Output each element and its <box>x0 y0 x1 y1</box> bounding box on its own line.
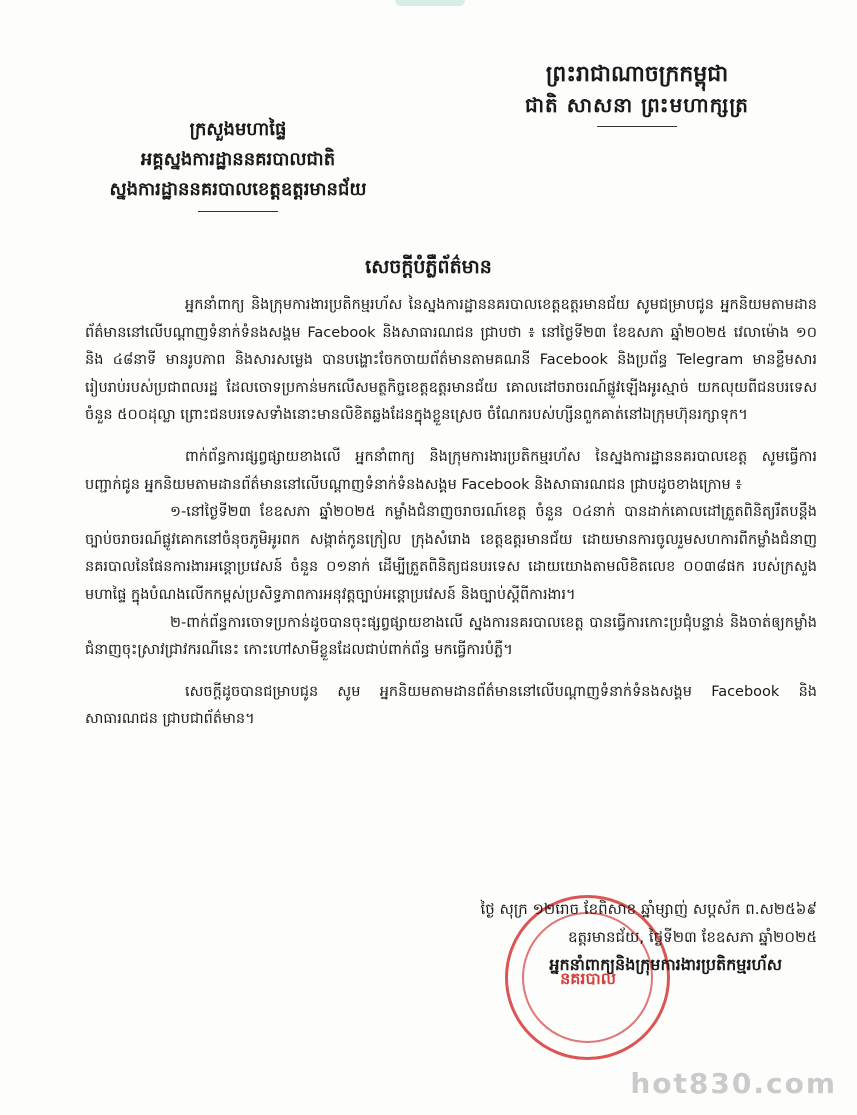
ministry-name: ក្រសួងមហាផ្ទៃ <box>189 119 287 140</box>
paragraph-intro: អ្នកនាំពាក្យ និងក្រុមការងារប្រតិកម្មរហ័ស នៃស្នងការដ្ឋាននគរបាលខេត្តឧត្តរមានជ័យ សូមជម្រាបជូន អ្នកនិយមតាមដានព័ត៌មាននៅលើបណ្តាញទំនាក់ទំនងសង្គម Facebook និងសាធារណជន ជ្រាបថា ៖ នៅថ្ងៃទី២៣ ខែឧសភា ឆ្នាំ២០២៥ វេលាម៉ោង ១០ និង ៤៨នាទី មានរូបភាព និងសារសម្លេង បានបង្ហោះចែកចាយព័ត៌មានតាមគណនី Facebook និងប្រព័ន្ធ Telegram មានខ្លឹមសារ រៀបរាប់របស់ប្រជាពលរដ្ឋ ដែលចោទប្រកាន់មកលើសមត្ថកិច្ចខេត្តឧត្តរមានជ័យ គោលដៅចរាចរណ៍ផ្លូវឡើងអូរស្មាច់ យកលុយពីជនបរទេសចំនួន ៥០០ដុល្លា ព្រោះជនបរទេសទាំងនោះមានលិខិតឆ្លងដែនក្នុងខ្លួនស្រេច ចំណែករបស់ហ្សីនពួកគាត់នៅឯក្រុមហ៊ុនរក្សាទុក។ <box>85 297 817 424</box>
clarification-item-2: ២-ពាក់ព័ន្ធការចោទប្រកាន់ដូចបានចុះផ្សព្វផ្សាយខាងលើ ស្នងការនគរបាលខេត្ត បានធ្វើការកោះប្រជុំបន្ទាន់ និងចាត់ឲ្យកម្លាំងជំនាញចុះស្រាវជ្រាវករណីនេះ កោះហៅសាមីខ្លួនដែលជាប់ពាក់ព័ន្ធ មកធ្វើការបំភ្លឺ។ <box>85 614 817 659</box>
paragraph-clarification: ពាក់ព័ន្ធការផ្សព្វផ្សាយខាងលើ អ្នកនាំពាក្យ និងក្រុមការងារប្រតិកម្មរហ័ស នៃស្នងការដ្ឋាននគរបាលខេត្ត សូមធ្វើការបញ្ជាក់ជូន អ្នកនិយមតាមដានព័ត៌មាននៅលើបណ្តាញទំនាក់ទំនងសង្គម Facebook និងសាធារណជន ជ្រាបដូចខាងក្រោម ៖ <box>85 448 817 493</box>
watermark: hot830.com <box>630 1067 837 1100</box>
provincial-commissariat: ស្នងការដ្ឋាននគរបាលខេត្តឧត្តរមានជ័យ <box>109 179 367 200</box>
lunar-date: ថ្ងៃ សុក្រ ១២រោច ខែពិសាខ ឆ្នាំម្សាញ់ សប្តស័ក ព.ស២៥៦៩ <box>480 900 817 918</box>
document-body <box>85 292 817 748</box>
date-block <box>397 895 817 951</box>
solar-date: ឧត្តរមានជ័យ, ថ្ងៃទី២៣ ខែឧសភា ឆ្នាំ២០២៥ <box>567 928 817 946</box>
seal-center-text: នគរបាល <box>560 969 616 988</box>
kingdom-name: ព្រះរាជាណាចក្រកម្ពុជា <box>545 62 729 87</box>
paragraph-closing: សេចក្តីដូចបានជម្រាបជូន សូម អ្នកនិយមតាមដានព័ត៌មាននៅលើបណ្តាញទំនាក់ទំនងសង្គម Facebook និងសាធារណជន ជ្រាបជាព័ត៌មាន។ <box>85 683 817 728</box>
general-commissariat: អគ្គស្នងការដ្ឋាននគរបាលជាតិ <box>140 149 336 170</box>
ministry-header <box>58 115 418 212</box>
clarification-item-1: ១-នៅថ្ងៃទី២៣ ខែឧសភា ឆ្នាំ២០២៥ កម្លាំងជំនាញចរាចរណ៍ខេត្ត ចំនួន ០៤នាក់ បានដាក់គោលដៅត្រួតពិនិត្យរឹតបន្តឹងច្បាប់ចរាចរណ៍ផ្លូវគោកនៅចំនុចភូមិអូរពក សង្កាត់កូនក្រៀល ក្រុងសំរោង ខេត្តឧត្តរមានជ័យ ដោយមានការចូលរួមសហការពីកម្លាំងជំនាញនគរបាលនៃផែនការងារអន្តោប្រវេសន៍ ចំនួន ០១នាក់ ដើម្បីត្រួតពិនិត្យជនបរទេស ដោយយោងតាមលិខិតលេខ ០០៣៨ផក របស់ក្រសួងមហាផ្ទៃ ក្នុងបំណងលើកកម្ពស់ប្រសិទ្ធភាពការអនុវត្តច្បាប់អន្តោប្រវេសន៍ និងច្បាប់ស្តីពីការងារ។ <box>85 504 817 603</box>
signatory: អ្នកនាំពាក្យនិងក្រុមការងារប្រតិកម្មរហ័ស <box>549 955 782 974</box>
kingdom-divider <box>597 126 677 127</box>
ministry-divider <box>198 211 278 212</box>
national-motto: ជាតិ សាសនា ព្រះមហាក្សត្រ <box>525 93 749 117</box>
kingdom-header <box>525 60 749 127</box>
document-title: សេចក្តីបំភ្លឺព័ត៌មាន <box>365 256 492 278</box>
top-edge-mark <box>395 0 465 6</box>
